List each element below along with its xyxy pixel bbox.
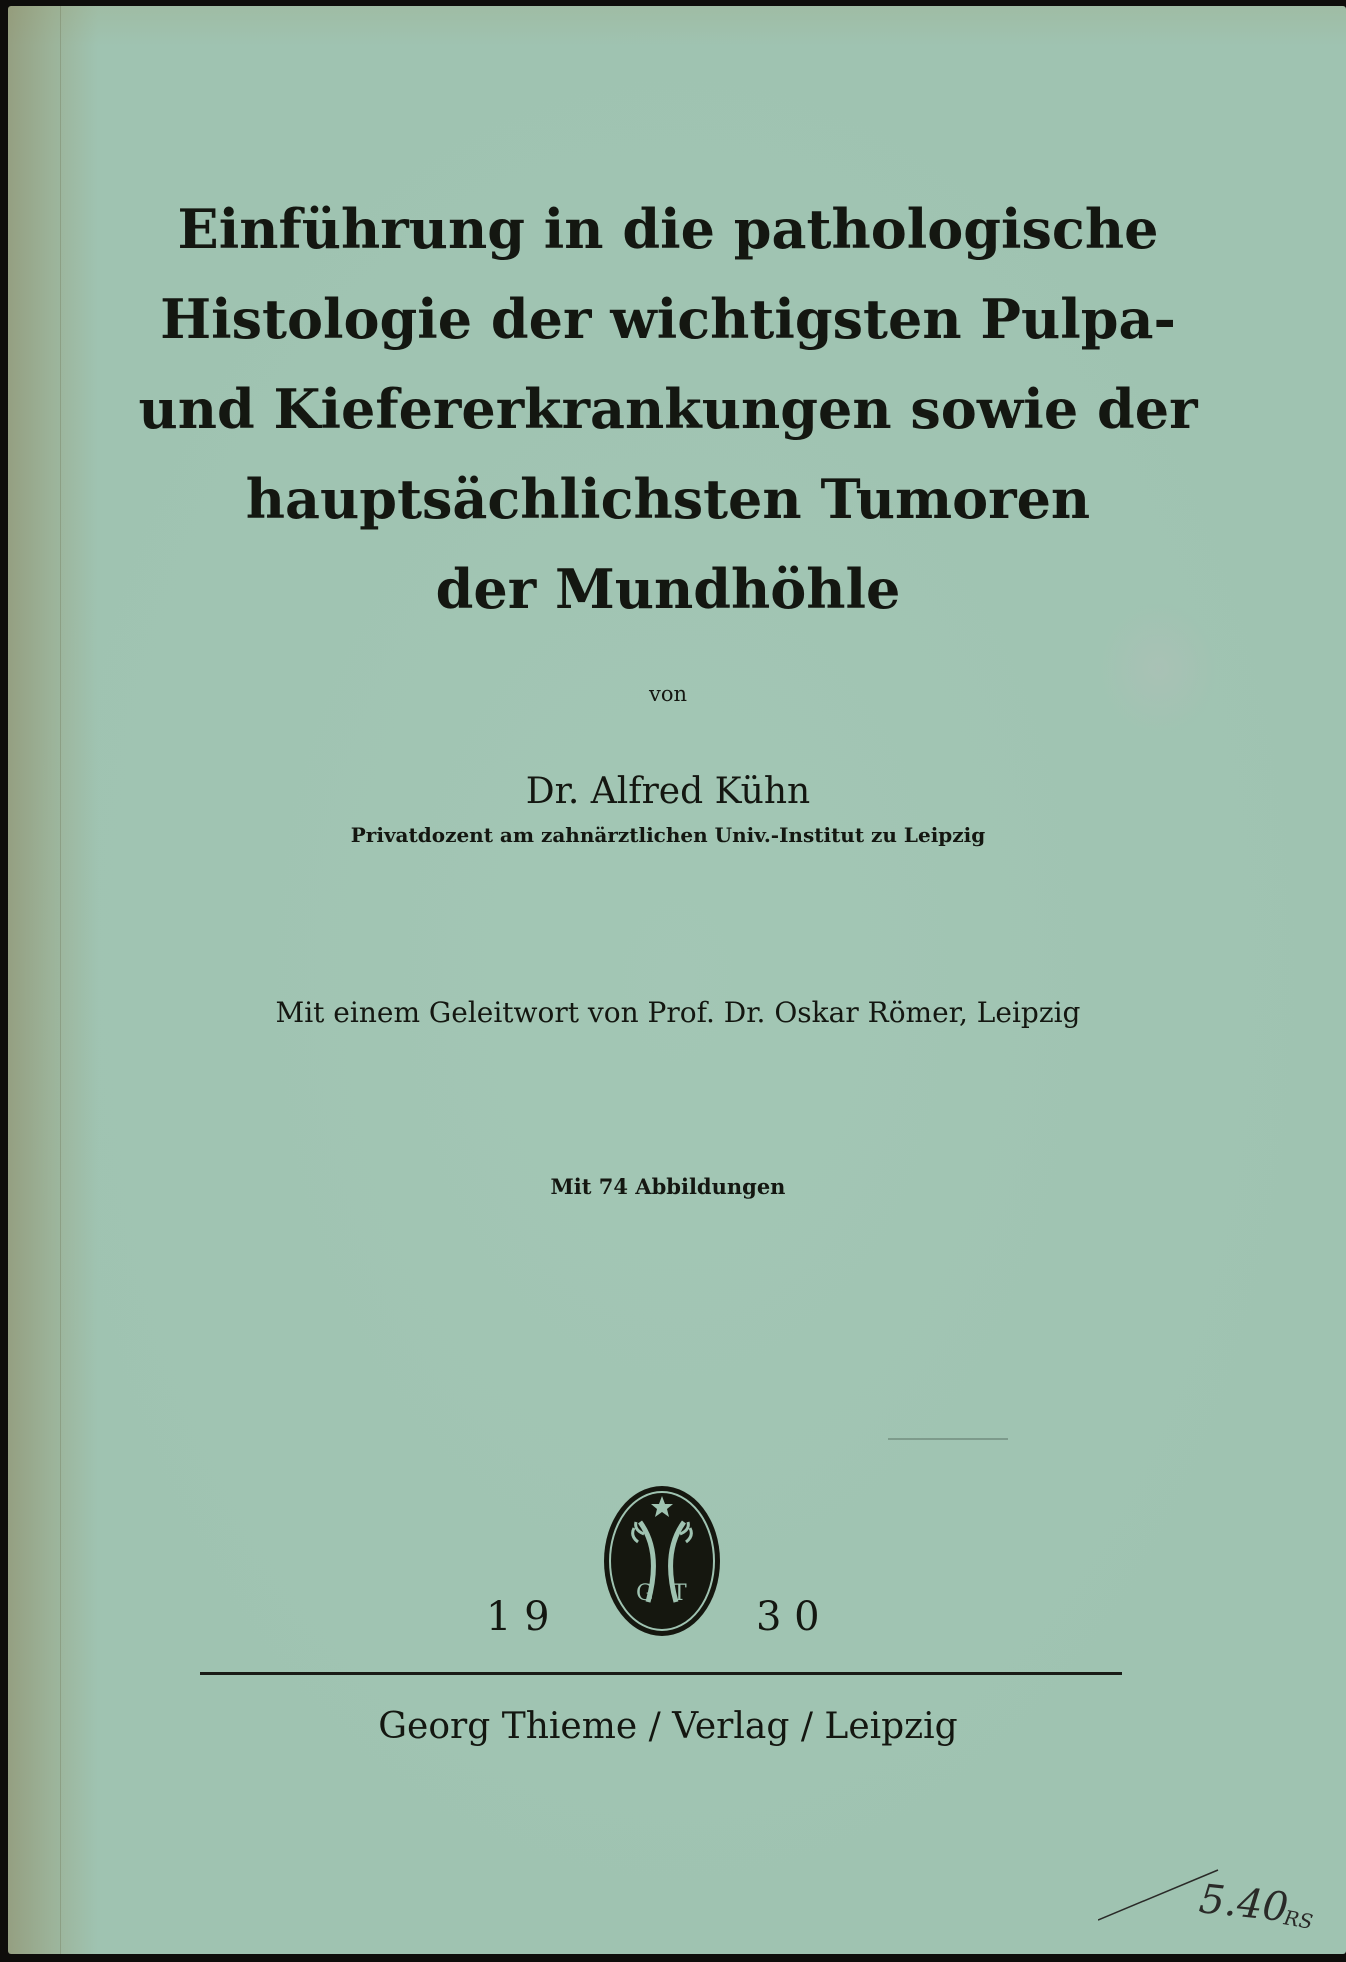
- title-line-4: hauptsächlichsten Tumoren: [245, 467, 1091, 531]
- publisher-logo-icon: [600, 1482, 724, 1640]
- divider-rule: [200, 1672, 1122, 1675]
- spine-edge: [8, 6, 61, 1954]
- title-line-5: der Mundhöhle: [435, 557, 901, 621]
- title-line-2: Histologie der wichtigsten Pulpa-: [160, 287, 1176, 351]
- author-affiliation: Privatdozent am zahnärztlichen Univ.-Institut zu Leipzig: [350, 823, 986, 847]
- illustrations-note: Mit 74 Abbildungen: [550, 1174, 786, 1199]
- year-right: 3 0: [756, 1594, 820, 1640]
- svg-text:5.40: 5.40: [1196, 1876, 1291, 1932]
- handwritten-price-note: [1098, 1850, 1328, 1940]
- book-cover: [8, 6, 1346, 1954]
- foreword-note: Mit einem Geleitwort von Prof. Dr. Oskar Römer, Leipzig: [275, 996, 1081, 1029]
- svg-text:T: T: [672, 1581, 687, 1606]
- publisher-line: Georg Thieme / Verlag / Leipzig: [378, 1706, 958, 1747]
- year-left: 1 9: [486, 1594, 550, 1640]
- faint-mark: [888, 1438, 1008, 1440]
- title-line-3: und Kiefererkrankungen sowie der: [138, 377, 1198, 441]
- author-name: Dr. Alfred Kühn: [525, 771, 811, 812]
- title-line-1: Einführung in die pathologische: [177, 197, 1159, 261]
- svg-text:RS: RS: [1282, 1905, 1315, 1934]
- book-title: [128, 184, 1208, 634]
- logo-letters: G: [636, 1581, 654, 1606]
- by-label: von: [648, 682, 688, 706]
